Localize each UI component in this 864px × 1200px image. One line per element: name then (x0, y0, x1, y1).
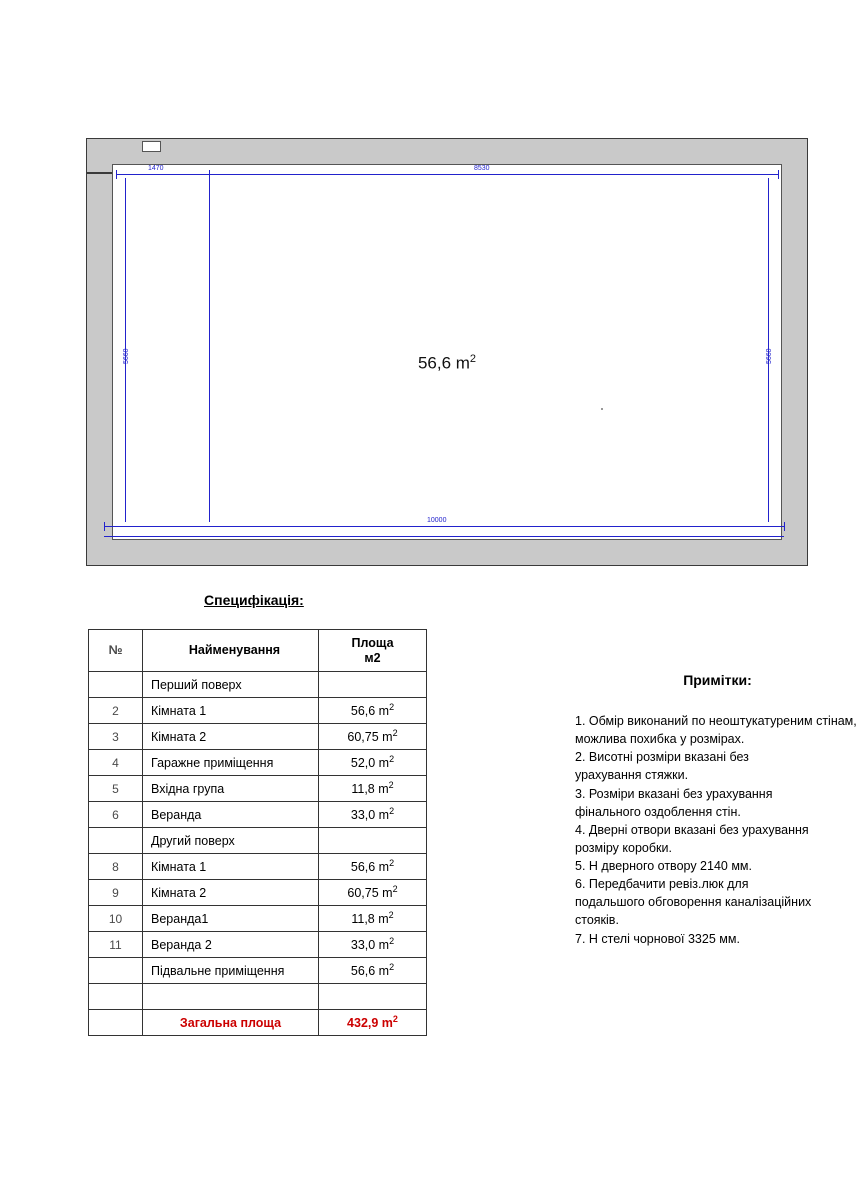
table-row (89, 880, 427, 906)
cell-area-sup: 2 (388, 780, 394, 791)
cell-name: Веранда1 (143, 906, 319, 932)
plan-reference-dot (601, 408, 603, 410)
cell-name: Загальна площа (143, 1010, 319, 1036)
notes-list (575, 712, 860, 948)
header-number: № (89, 630, 143, 672)
cell-name: Веранда 2 (143, 932, 319, 958)
plan-area-label (113, 353, 781, 374)
cell-area-sup: 2 (392, 884, 398, 895)
dim-left-label: 5660 (123, 348, 130, 364)
cell-number: 8 (89, 854, 143, 880)
note-line: 4. Дверні отвори вказані без урахування (575, 822, 809, 837)
cell-area: 11,8 $m^2$ (319, 906, 427, 932)
note-line: урахування стяжки. (575, 768, 689, 783)
note-line: стояків. (575, 913, 619, 928)
cell-area-sup: 2 (389, 702, 395, 713)
cell-name: Кімната 1 (143, 854, 319, 880)
specification-title: Специфікація: (204, 592, 304, 608)
note-line: подальшого обговорення каналізаційних (575, 895, 812, 910)
dim-right-label: 5660 (766, 348, 773, 364)
floor-plan (86, 138, 808, 566)
table-row (89, 776, 427, 802)
cell-area (319, 984, 427, 1010)
cell-area: 11,8 $m^2$ (319, 776, 427, 802)
dim-top-tick-right (778, 170, 779, 179)
plan-outer-wall (86, 138, 808, 566)
table-row (89, 672, 427, 698)
cell-name: Веранда (143, 802, 319, 828)
cell-number: 11 (89, 932, 143, 958)
cell-number (89, 958, 143, 984)
cell-name: Підвальне приміщення (143, 958, 319, 984)
cell-name: Кімната 2 (143, 880, 319, 906)
plan-top-window (142, 141, 161, 152)
note-line: 1. Обмір виконаний по неоштукатуреним стінам, (575, 714, 857, 728)
cell-area-sup: 2 (392, 1014, 398, 1025)
note-line: розміру коробки. (575, 840, 672, 855)
note-line: 5. Н дверного отвору 2140 мм. (575, 859, 752, 873)
cell-name: Кімната 2 (143, 724, 319, 750)
table-row-total (89, 1010, 427, 1036)
cell-area-sup: 2 (389, 962, 395, 973)
note-line: можлива похибка у розмірах. (575, 732, 745, 747)
cell-number (89, 828, 143, 854)
dim-bottom-tick-right (784, 522, 785, 531)
cell-number: 2 (89, 698, 143, 724)
notes-block (575, 672, 860, 948)
dim-top-right-label: 8530 (474, 165, 490, 172)
cell-area: 33,0 $m^2$ (319, 932, 427, 958)
cell-area: 60,75 $m^2$ (319, 880, 427, 906)
header-area-line2: м2 (364, 650, 381, 665)
table-row (89, 724, 427, 750)
cell-area (319, 672, 427, 698)
table-row (89, 958, 427, 984)
cell-number: 9 (89, 880, 143, 906)
cell-area: 432,9 $m^2$ (319, 1010, 427, 1036)
dim-bottom-tick-left (104, 522, 105, 531)
table-row (89, 750, 427, 776)
table-body (89, 672, 427, 1036)
dim-bottom-label: 10000 (427, 517, 447, 524)
header-area-line1: Площа (351, 636, 394, 651)
table-row (89, 906, 427, 932)
cell-number: 3 (89, 724, 143, 750)
cell-area-sup: 2 (392, 728, 398, 739)
plan-area-value: 56,6 m (417, 353, 470, 373)
table-row (89, 802, 427, 828)
cell-number: 6 (89, 802, 143, 828)
header-area (319, 630, 427, 672)
cell-number: 4 (89, 750, 143, 776)
note-line: 3. Розміри вказані без урахування (575, 786, 773, 801)
cell-area: 56,6 $m^2$ (319, 854, 427, 880)
note-line: 6. Передбачити ревіз.люк для (575, 877, 749, 892)
cell-name: Гаражне приміщення (143, 750, 319, 776)
cell-area-sup: 2 (388, 910, 394, 921)
dim-top-line (116, 174, 778, 175)
plan-area-unit-sup: 2 (469, 353, 477, 365)
cell-name: Кімната 1 (143, 698, 319, 724)
note-line: фінального оздоблення стін. (575, 804, 741, 819)
table-row (89, 854, 427, 880)
cell-name: Вхідна група (143, 776, 319, 802)
dim-top-left-label: 1470 (148, 165, 164, 172)
table-header-row (89, 630, 427, 672)
dim-bottom-line (104, 526, 784, 527)
cell-name: Перший поверх (143, 672, 319, 698)
cell-name: Другий поверх (143, 828, 319, 854)
note-line: 7. Н стелі чорнової 3325 мм. (575, 931, 740, 946)
plan-left-wall-break (87, 172, 113, 174)
cell-area-sup: 2 (389, 858, 395, 869)
table-row (89, 698, 427, 724)
cell-number (89, 672, 143, 698)
dim-top-ext-mid (209, 174, 210, 522)
cell-number (89, 984, 143, 1010)
cell-area-sup: 2 (389, 936, 395, 947)
table-row (89, 828, 427, 854)
dim-top-tick-left (116, 170, 117, 179)
note-line: 2. Висотні розміри вказані без (575, 750, 749, 765)
cell-area: 56,6 $m^2$ (319, 698, 427, 724)
header-name: Найменування (143, 630, 319, 672)
cell-number: 5 (89, 776, 143, 802)
notes-title: Примітки: (683, 672, 752, 688)
table-row (89, 932, 427, 958)
table-row (89, 984, 427, 1010)
cell-area: 33,0 $m^2$ (319, 802, 427, 828)
cell-area: 60,75 $m^2$ (319, 724, 427, 750)
plan-interior-room (112, 164, 782, 540)
cell-area-sup: 2 (389, 754, 395, 765)
dim-bottom-line2 (104, 536, 784, 537)
cell-name (143, 984, 319, 1010)
cell-area-sup: 2 (389, 806, 395, 817)
cell-number: 10 (89, 906, 143, 932)
cell-area: 56,6 $m^2$ (319, 958, 427, 984)
cell-number (89, 1010, 143, 1036)
cell-area (319, 828, 427, 854)
specification-table (88, 629, 427, 1036)
cell-area: 52,0 $m^2$ (319, 750, 427, 776)
